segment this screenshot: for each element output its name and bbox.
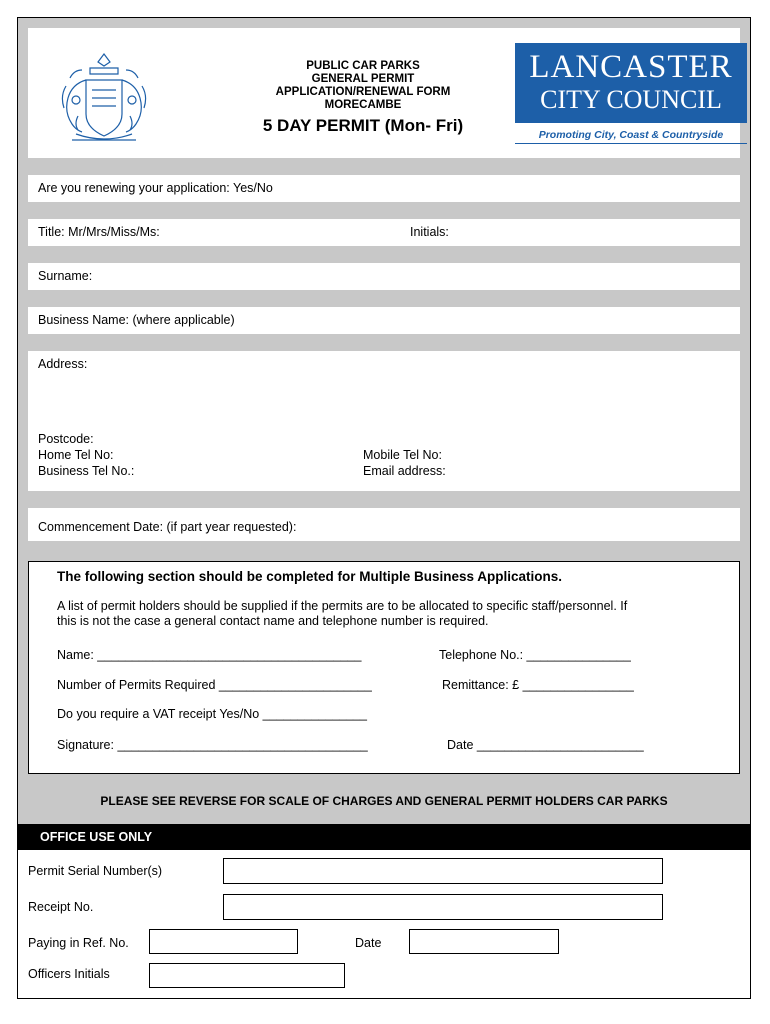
title-line-1: PUBLIC CAR PARKS (306, 60, 420, 72)
city-crest-icon (56, 50, 152, 148)
form-header (28, 28, 740, 158)
officer-initials-label: Officers Initials (28, 967, 110, 981)
title-row[interactable] (28, 219, 740, 246)
office-use-section (18, 824, 750, 998)
paying-ref-label: Paying in Ref. No. (28, 936, 129, 950)
home-tel-label: Home Tel No: (38, 448, 114, 462)
title-line-2: GENERAL PERMIT (311, 73, 415, 85)
business-tel-label: Business Tel No.: (38, 464, 135, 478)
serial-number-label: Permit Serial Number(s) (28, 864, 163, 878)
multiple-business-section (28, 561, 740, 774)
contact-name-field[interactable]: Name: ______________________________________ (57, 648, 362, 662)
surname-label: Surname: (38, 269, 93, 283)
title-line-3: APPLICATION/RENEWAL FORM (275, 86, 451, 98)
telephone-field[interactable]: Telephone No.: _______________ (439, 648, 631, 662)
paying-ref-input[interactable] (149, 929, 298, 954)
email-label: Email address: (363, 464, 446, 478)
logo-line-1: LANCASTER (529, 49, 733, 85)
signature-field[interactable]: Signature: ____________________________________ (57, 738, 368, 752)
vat-receipt-field[interactable]: Do you require a VAT receipt Yes/No _______________ (57, 707, 367, 721)
form-title-block (218, 60, 508, 138)
logo-box (515, 43, 747, 123)
multiple-info-line-2: this is not the case a general contact name and telephone number is required. (57, 614, 489, 628)
multiple-heading: The following section should be completed for Multiple Business Applications. (57, 569, 563, 584)
reverse-notice: PLEASE SEE REVERSE FOR SCALE OF CHARGES AND GENERAL PERMIT HOLDERS CAR PARKS (100, 794, 668, 808)
title-label: Title: Mr/Mrs/Miss/Ms: (38, 225, 160, 239)
business-name-row[interactable] (28, 307, 740, 334)
council-logo (515, 43, 747, 151)
remittance-field[interactable]: Remittance: £ ________________ (442, 678, 634, 692)
address-label: Address: (38, 357, 88, 371)
title-line-4: MORECAMBE (324, 99, 402, 111)
receipt-number-input[interactable] (223, 894, 663, 920)
commencement-row[interactable] (28, 508, 740, 541)
commencement-label: Commencement Date: (if part year requested): (38, 520, 297, 534)
permits-required-field[interactable]: Number of Permits Required ______________________ (57, 678, 372, 692)
form-page (17, 17, 751, 999)
permit-type-title: 5 DAY PERMIT (Mon- Fri) (262, 116, 464, 135)
renewing-row[interactable] (28, 175, 740, 202)
multiple-info-line-1: A list of permit holders should be supplied if the permits are to be allocated to specific staff/personnel. If (57, 599, 628, 613)
renewing-label: Are you renewing your application: Yes/No (38, 181, 273, 195)
surname-row[interactable] (28, 263, 740, 290)
office-date-input[interactable] (409, 929, 559, 954)
date-field[interactable]: Date ________________________ (447, 738, 644, 752)
office-use-heading: OFFICE USE ONLY (18, 824, 750, 850)
logo-line-2: CITY COUNCIL (540, 85, 722, 114)
address-block[interactable] (28, 351, 740, 491)
officer-initials-input[interactable] (149, 963, 345, 988)
logo-tagline: Promoting City, Coast & Countryside (515, 129, 747, 144)
office-date-label: Date (355, 936, 382, 950)
mobile-tel-label: Mobile Tel No: (363, 448, 442, 462)
serial-number-input[interactable] (223, 858, 663, 884)
postcode-label: Postcode: (38, 432, 94, 446)
business-name-label: Business Name: (where applicable) (38, 313, 235, 327)
initials-label: Initials: (410, 225, 449, 239)
receipt-number-label: Receipt No. (28, 900, 94, 914)
